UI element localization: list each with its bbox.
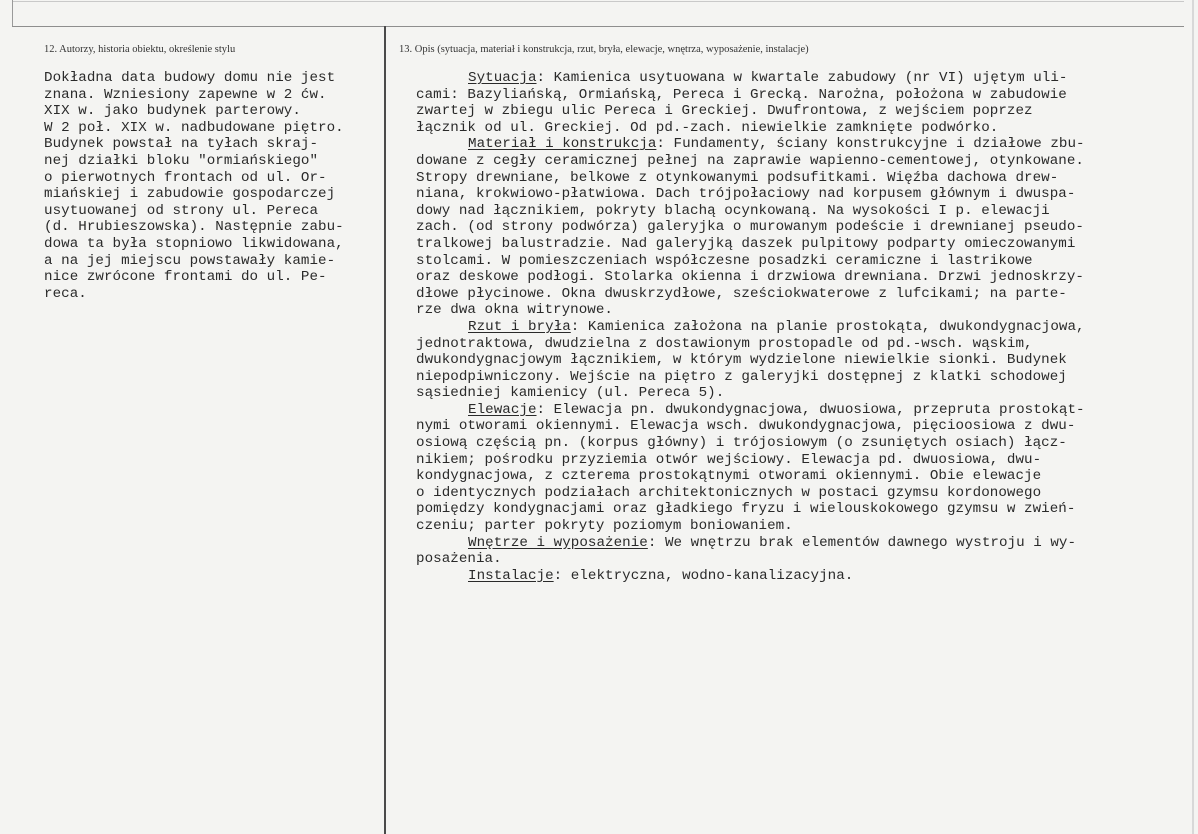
section-first-text: : Fundamenty, ściany konstrukcyjne i działowe zbu- [656,136,1085,153]
section-text-line: posażenia. [416,551,502,568]
left-edge-mark [12,0,13,26]
section-text-line: dowane z cegły ceramicznej pełnej na zaprawie wapienno-cementowej, otynkowane. [416,152,1084,169]
section-first-text: : We wnętrzu brak elementów dawnego wystroju i wy- [647,534,1077,551]
section-text-line: niana, krokwiowo-płatwiowa. Dach trójpołaciowy nad korpusem głównym i dwuspa- [416,186,1076,203]
section-first-line [416,402,1196,419]
history-text-line: miańskiej i zabudowie gospodarczej [44,186,336,203]
section-heading: Instalacje [468,567,554,584]
section-text-line: zach. (od strony podwórza) galeryjka o murowanym podeście i drewnianej pseudo- [416,219,1084,236]
section-13-header: 13. Opis (sytuacja, materiał i konstrukcja, rzut, bryła, elewacje, wnętrza, wyposażenie, instalacje) [399,44,809,55]
description-column [416,70,1196,584]
history-text-line: a na jej miejscu powstawały kamie- [44,252,336,269]
section-text-line: nymi otworami okiennymi. Elewacja wsch. dwukondygnacjowa, pięcioosiowa z dwu- [416,418,1076,435]
section-heading: Elewacje [468,401,537,418]
section-text-line: o identycznych podziałach architektonicznych w postaci gzymsu kordonowego [416,484,1042,501]
section-text-line: tralkowej balustradzie. Nad galeryjką daszek pulpitowy podparty omieczowanymi [416,235,1076,252]
history-text-line: W 2 poł. XIX w. nadbudowane piętro. [44,119,344,136]
section-first-line [416,319,1196,336]
section-text-line: oraz deskowe podłogi. Stolarka okienna i drzwiowa drewniana. Drzwi jednoskrzy- [416,269,1084,286]
history-text-line: nej działki bloku "ormiańskiego" [44,152,319,169]
history-text-line: znana. Wzniesiony zapewne w 2 ćw. [44,86,327,103]
section-text-line: łącznik od ul. Greckiej. Od pd.-zach. niewielkie zamknięte podwórko. [416,119,999,136]
top-rule [12,26,1184,27]
section-text-line: dwukondygnacjowym łącznikiem, w którym wydzielone niewielkie sionki. Budynek [416,352,1067,369]
history-text-line: dowa ta była stopniowo likwidowana, [44,235,344,252]
history-text-line: (d. Hrubieszowska). Następnie zabu- [44,219,344,236]
section-text-line: zwartej w zbiegu ulic Pereca i Greckiej. Dwufrontowa, z wejściem poprzez [416,103,1033,120]
history-column [44,70,380,302]
section-text-line: pomiędzy kondygnacjami oraz gładkiego fryzu i wielouskokowego gzymsu w zwień- [416,501,1076,518]
section-first-line [416,70,1196,87]
section-text-line: nikiem; pośrodku przyziemia otwór wejściowy. Elewacja pd. dwuosiowa, dwu- [416,451,1042,468]
section-text-line: sąsiedniej kamienicy (ul. Pereca 5). [416,385,725,402]
section-heading: Rzut i bryła [468,318,571,335]
history-text-line: usytuowanej od strony ul. Pereca [44,202,319,219]
section-first-text: : Elewacja pn. dwukondygnacjowa, dwuosiowa, przepruta prostokąt- [536,401,1085,418]
section-first-text: : Kamienica założona na planie prostokąta, dwukondygnacjowa, [570,318,1085,335]
section-text-line: czeniu; parter pokryty poziomym boniowaniem. [416,518,793,535]
section-text-line: stolcami. W pomieszczeniach współczesne posadzki ceramiczne i lastrikowe [416,252,1033,269]
section-12-header: 12. Autorzy, historia obiektu, określenie stylu [44,44,236,55]
section-text-line: jednotraktowa, dwudzielna z dostawionym prostopadle od pd.-wsch. wąskim, [416,335,1033,352]
section-first-text: : Kamienica usytuowana w kwartale zabudowy (nr VI) ujętym uli- [536,70,1068,86]
section-heading: Wnętrze i wyposażenie [468,534,648,551]
section-text-line: dłowe płycinowe. Okna dwuskrzydłowe, sześciokwaterowe z lufcikami; na parte- [416,285,1067,302]
section-text-line: Stropy drewniane, belkowe z otynkowanymi podsufitkami. Więźba dachowa drew- [416,169,1059,186]
section-text-line: rze dwa okna witrynowe. [416,302,613,319]
history-text-line: XIX w. jako budynek parterowy. [44,103,301,120]
history-text-line: reca. [44,285,87,302]
section-text-line: osiową częścią pn. (korpus główny) i trójosiowym (o zsuniętych osiach) łącz- [416,435,1067,452]
top-edge-line [12,1,1184,2]
section-text-line: kondygnacjowa, z czterema prostokątnymi otworami okiennymi. Obie elewacje [416,468,1042,485]
section-text-line: cami: Bazyliańską, Ormiańską, Pereca i Grecką. Narożna, położona w zabudowie [416,86,1067,103]
section-first-line [416,568,1196,585]
section-text-line: niepodpiwniczony. Wejście na piętro z galeryjki dostępnej z klatki schodowej [416,368,1067,385]
section-first-line [416,535,1196,552]
section-heading: Materiał i konstrukcja [468,136,657,153]
section-first-text: : elektryczna, wodno-kanalizacyjna. [553,567,854,584]
section-heading: Sytuacja [468,70,537,86]
history-text-line: Dokładna data budowy domu nie jest [44,70,336,86]
history-text-line: Budynek powstał na tyłach skraj- [44,136,319,153]
history-text-line: o pierwotnych frontach od ul. Or- [44,169,327,186]
history-text-line: nice zwrócone frontami do ul. Pe- [44,269,327,286]
column-divider [384,26,386,834]
section-text-line: dowy nad łącznikiem, pokryty blachą ocynkowaną. Na wysokości I p. elewacji [416,202,1050,219]
section-first-line [416,136,1196,153]
